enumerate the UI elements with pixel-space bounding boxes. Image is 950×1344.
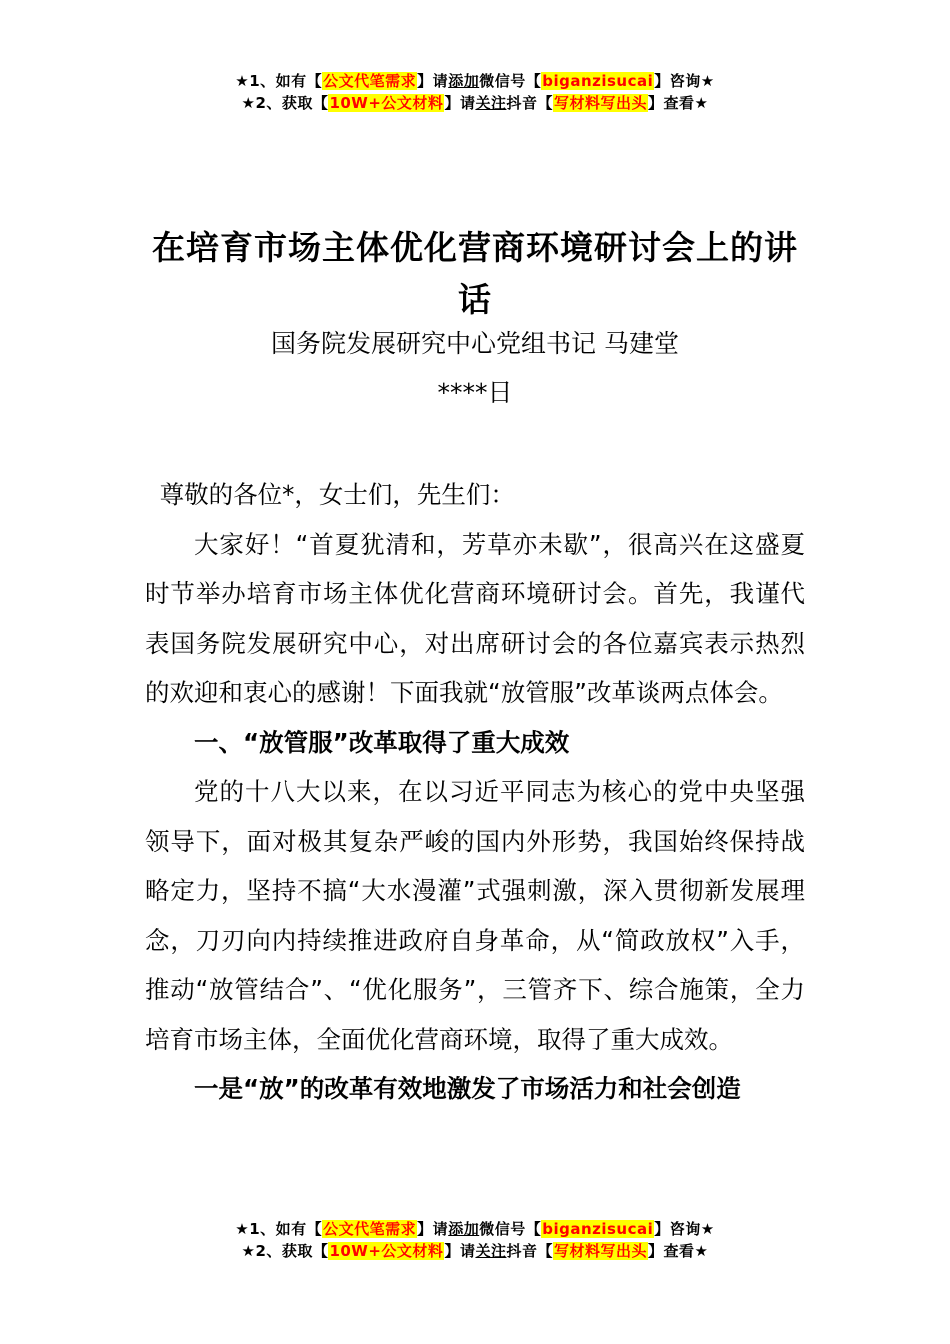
promo-douyin-id: 写材料写出头: [553, 94, 647, 112]
subheading-1: 一是“放”的改革有效地激发了市场活力和社会创造: [194, 1074, 741, 1103]
promo-highlight: 公文代笔需求: [323, 72, 417, 90]
promo-wechat-id: biganzisucai: [542, 1220, 654, 1238]
promo-text: ★1、如有【: [235, 1220, 323, 1238]
section-heading-1: 一、“放管服”改革取得了重大成效: [194, 727, 570, 757]
salutation: 尊敬的各位*，女士们，先生们：: [159, 480, 515, 509]
promo-line-1: [0, 70, 950, 92]
promo-text: ★2、获取【: [241, 94, 329, 112]
document-title: 在培育市场主体优化营商环境研讨会上的讲话: [152, 228, 798, 319]
paragraph-intro: 大家好！“首夏犹清和，芳草亦未歇”，很高兴在这盛夏时节举办培育市场主体优化营商环境研讨会。首先，我谨代表国务院发展研究中心，对出席研讨会的各位嘉宾表示热烈的欢迎和衷心的感谢！下面我就“放管服”改革谈两点体会。: [145, 529, 805, 707]
promo-highlight: 公文代笔需求: [323, 1220, 417, 1238]
promo-text: 抖音【: [506, 94, 553, 112]
promo-text: 微信号【: [479, 1220, 542, 1238]
promo-text: 】请: [444, 1242, 476, 1260]
promo-underlined: 关注: [475, 94, 507, 112]
promo-text: 抖音【: [506, 1242, 553, 1260]
promo-underlined: 关注: [475, 1242, 507, 1260]
promo-banner-top: [0, 70, 950, 114]
promo-underlined: 添加: [448, 72, 480, 90]
promo-highlight: 10W+公文材料: [329, 1242, 444, 1260]
document-date: ****日: [437, 378, 513, 407]
promo-text: 】咨询★: [654, 1220, 715, 1238]
promo-line-1: [0, 1218, 950, 1240]
promo-line-2: [0, 92, 950, 114]
promo-line-2: [0, 1240, 950, 1262]
promo-underlined: 添加: [448, 1220, 480, 1238]
promo-text: 微信号【: [479, 72, 542, 90]
promo-douyin-id: 写材料写出头: [553, 1242, 647, 1260]
promo-text: ★1、如有【: [235, 72, 323, 90]
promo-text: 】查看★: [648, 1242, 709, 1260]
promo-text: 】咨询★: [654, 72, 715, 90]
promo-text: 】请: [417, 72, 449, 90]
document-body: [145, 470, 805, 1114]
promo-text: ★2、获取【: [241, 1242, 329, 1260]
document-author: 国务院发展研究中心党组书记 马建堂: [271, 329, 679, 358]
promo-text: 】请: [417, 1220, 449, 1238]
paragraph-achievements: 党的十八大以来，在以习近平同志为核心的党中央坚强领导下，面对极其复杂严峻的国内外形势，我国始终保持战略定力，坚持不搞“大水漫灌”式强刺激，深入贯彻新发展理念，刀刃向内持续推进政府自身革命，从“简政放权”入手，推动“放管结合”、“优化服务”，三管齐下、综合施策，全力培育市场主体，全面优化营商环境，取得了重大成效。: [145, 777, 805, 1054]
promo-text: 】查看★: [648, 94, 709, 112]
promo-banner-bottom: [0, 1218, 950, 1262]
promo-highlight: 10W+公文材料: [329, 94, 444, 112]
promo-text: 】请: [444, 94, 476, 112]
promo-wechat-id: biganzisucai: [542, 72, 654, 90]
